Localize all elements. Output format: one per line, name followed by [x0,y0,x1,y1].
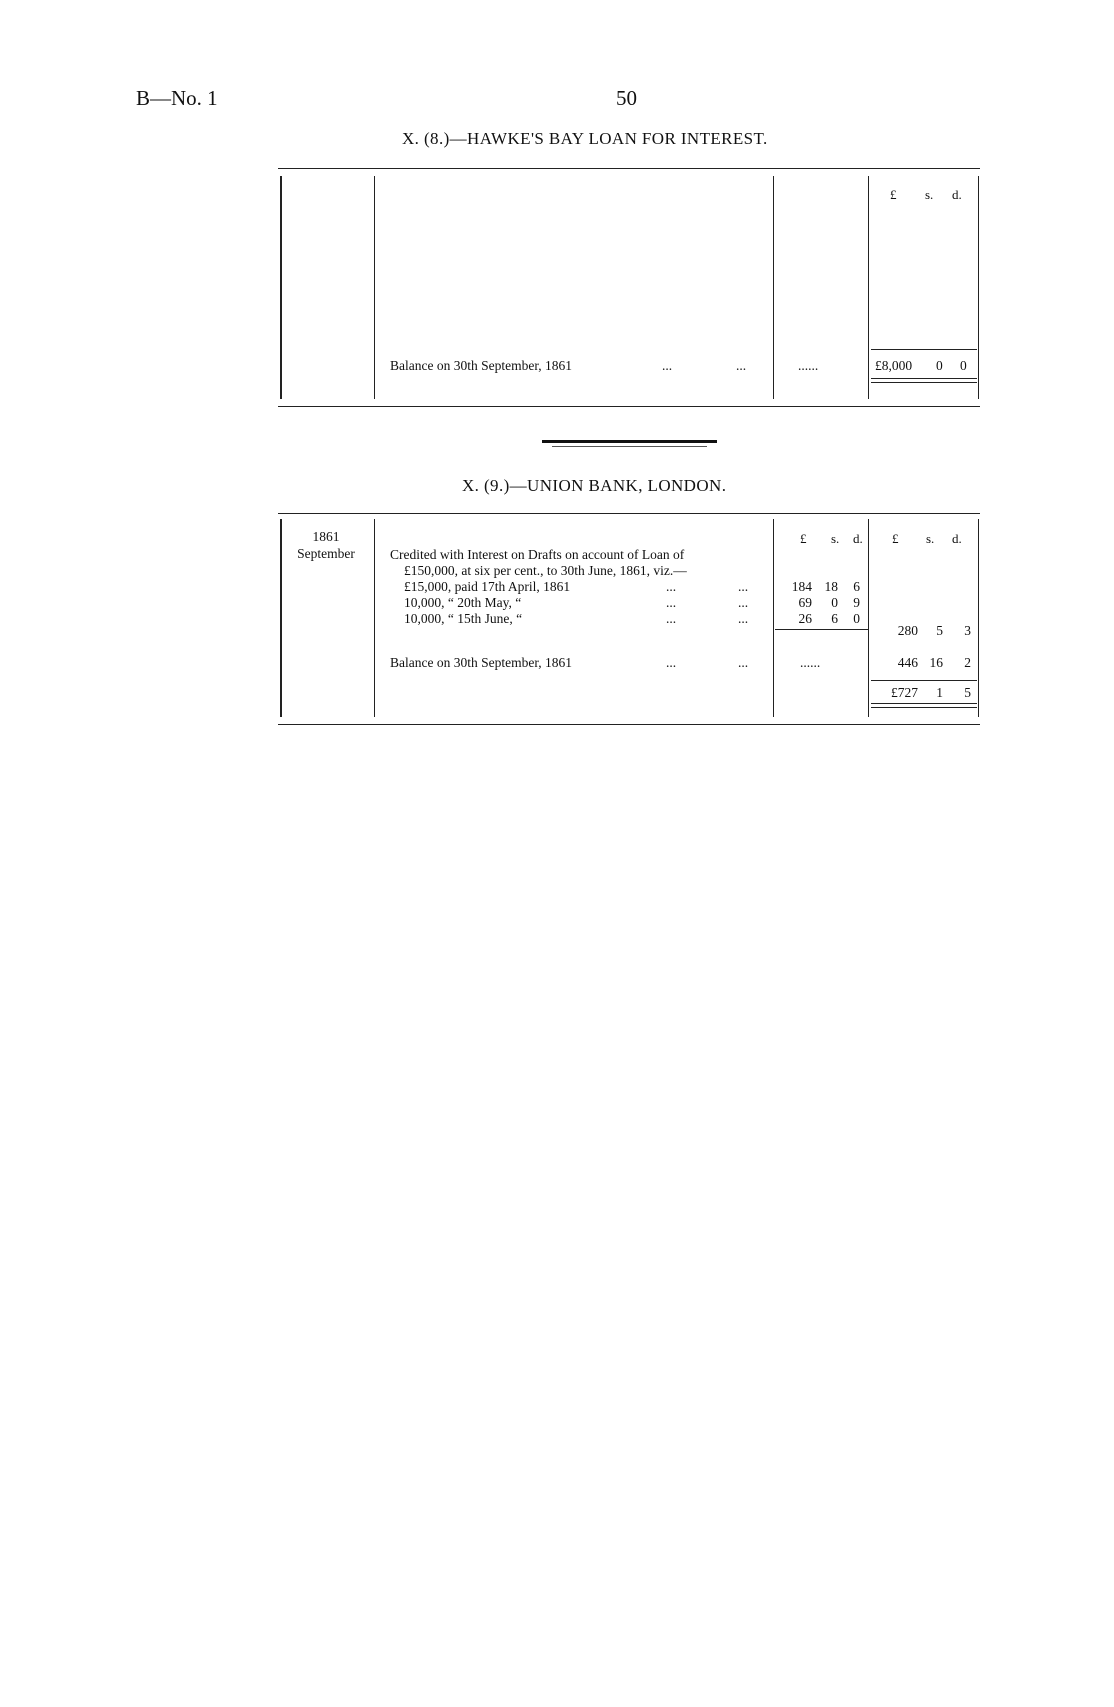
balance-label: Balance on 30th September, 1861 [390,358,573,373]
document-reference: B—No. 1 [136,86,218,110]
leader-dots: ... [738,579,749,594]
inner-shilling-header: s. [831,531,840,546]
entry-month: September [297,546,355,561]
inner-pence-header: d. [853,531,863,546]
leader-dots: ... [666,579,677,594]
outer-pound-header: £ [892,531,899,546]
outer-pence-header: d. [952,531,962,546]
pence-header: d. [952,187,962,202]
subtotal-rule [775,629,868,630]
item-pence: 0 [853,611,860,626]
total-pence: 5 [964,685,971,700]
leader-dots: ... [738,611,749,626]
item-pounds: 184 [791,579,812,594]
total-shillings: 1 [936,685,943,700]
balance-pounds: £8,000 [875,358,913,373]
item-pounds: 69 [798,595,812,610]
ledger-bottom-rule [278,406,980,407]
date-column-rule [374,176,375,399]
leader-dots: ... [736,358,747,373]
subtotal-shillings: 5 [936,623,943,638]
leader-dots: ... [738,655,749,670]
shilling-header: s. [925,187,934,202]
page-number: 50 [616,86,637,110]
section-8-ledger [278,168,980,407]
balance-pence: 2 [964,655,971,670]
subtotal-pence: 3 [964,623,971,638]
leader-dots: ... [666,611,677,626]
total-overline [871,349,977,350]
balance-shillings: 0 [936,358,943,373]
credit-description-line-2: £150,000, at six per cent., to 30th June, 1861, viz.— [404,563,687,578]
item-shillings: 6 [831,611,838,626]
balance-pounds: 446 [897,655,918,670]
outer-amount-column-rule [868,519,869,717]
leader-dots: ... [666,655,677,670]
ledger-right-edge [978,519,979,717]
ledger-left-edge [280,176,282,399]
entry-year: 1861 [312,529,340,544]
inner-amount-column-rule [773,176,774,399]
item-shillings: 0 [831,595,838,610]
total-double-underline [871,703,977,708]
item-shillings: 18 [824,579,838,594]
outer-shilling-header: s. [926,531,935,546]
section-9-ledger [278,513,980,725]
subtotal-pounds: 280 [897,623,918,638]
item-pence: 9 [853,595,860,610]
leader-dots: ... [662,358,673,373]
ledger-bottom-rule [278,724,980,725]
outer-amount-column-rule [868,176,869,399]
total-overline [871,680,977,681]
section-9-title: X. (9.)—UNION BANK, LONDON. [462,476,727,495]
total-double-underline [871,378,977,383]
item-label: £15,000, paid 17th April, 1861 [404,579,571,594]
inner-pound-header: £ [800,531,807,546]
ledger-top-rule [278,513,980,514]
inner-amount-column-rule [773,519,774,717]
empty-amount-placeholder: ...... [800,655,821,670]
date-column-rule [374,519,375,717]
item-pounds: 26 [798,611,812,626]
item-label: 10,000, “ 15th June, “ [404,611,523,626]
leader-dots: ... [738,595,749,610]
total-pounds: £727 [891,685,918,700]
leader-dots: ... [666,595,677,610]
empty-amount-placeholder: ...... [798,358,819,373]
section-8-title: X. (8.)—HAWKE'S BAY LOAN FOR INTEREST. [402,129,768,148]
ledger-right-edge [978,176,979,399]
item-pence: 6 [853,579,860,594]
balance-shillings: 16 [929,655,943,670]
balance-pence: 0 [960,358,967,373]
pound-header: £ [890,187,897,202]
ledger-top-rule [278,168,980,169]
credit-description-line-1: Credited with Interest on Drafts on account of Loan of [390,547,685,562]
balance-label: Balance on 30th September, 1861 [390,655,573,670]
item-label: 10,000, “ 20th May, “ [404,595,522,610]
